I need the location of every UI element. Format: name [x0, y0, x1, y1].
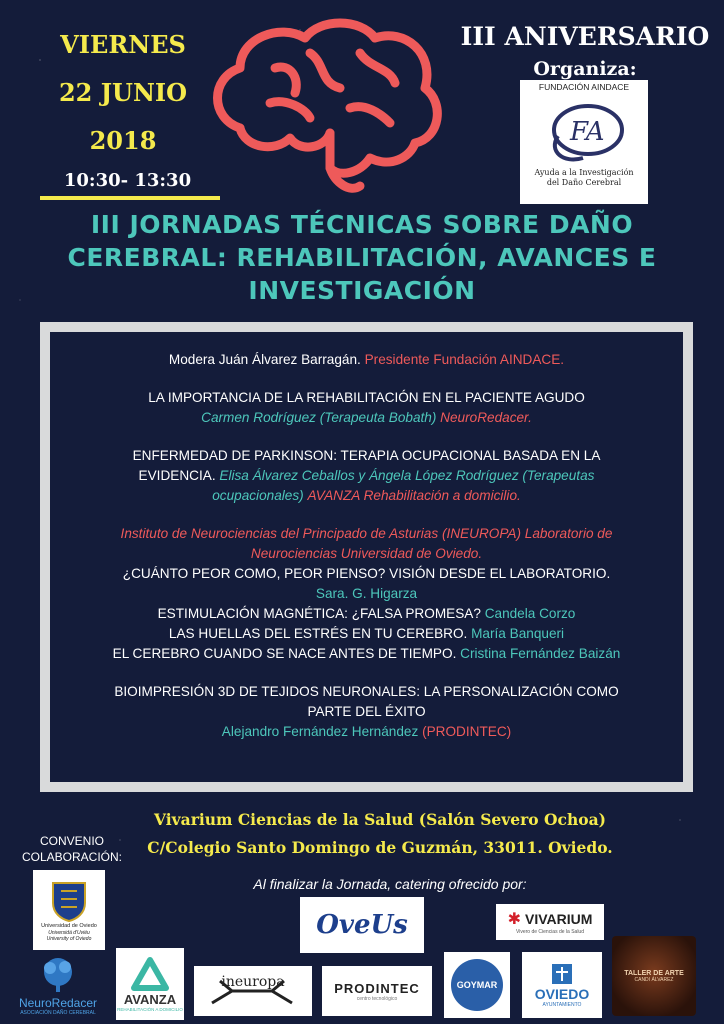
- uniovi-text-2: Universidá d'Uviéu: [48, 929, 90, 936]
- talk-7-speaker: Alejandro Fernández Hernández: [221, 724, 419, 739]
- time-underline: [40, 196, 220, 200]
- uniovi-text-3: University of Oviedo: [46, 935, 92, 942]
- talk-1-title: LA IMPORTANCIA DE LA REHABILITACIÓN EN EL PACIENTE AGUDO: [148, 390, 585, 405]
- talk-1-org: NeuroRedacer.: [440, 410, 532, 425]
- moderator-role: Presidente Fundación AINDACE.: [364, 352, 565, 367]
- ineuropa-logo: [194, 966, 312, 1016]
- university-crest-icon: [49, 879, 89, 923]
- talk-2-title-2: EVIDENCIA.: [138, 468, 216, 483]
- venue-line-1: Vivarium Ciencias de la Salud (Salón Severo Ochoa): [154, 810, 606, 829]
- talk-5-title: LAS HUELLAS DEL ESTRÉS EN TU CEREBRO.: [168, 626, 468, 641]
- ineuropa-line-1: Instituto de Neurociencias del Principado de Asturias (INEUROPA) Laboratorio de: [120, 526, 613, 541]
- brain-icon: [200, 8, 450, 198]
- overus-logo: [300, 897, 424, 953]
- taller-logo: [612, 936, 696, 1016]
- talk-4-title: ESTIMULACIÓN MAGNÉTICA: ¿FALSA PROMESA?: [157, 606, 481, 621]
- convenio-line-2: COLABORACIÓN:: [21, 850, 123, 864]
- oviedo-emblem-icon: [550, 962, 574, 986]
- avanza-logo: [116, 948, 184, 1020]
- fa-monogram-icon: [538, 96, 630, 168]
- event-date: 22 JUNIO: [58, 78, 188, 107]
- talk-3-speaker: Sara. G. Higarza: [315, 586, 418, 601]
- moderator-name: Modera Juán Álvarez Barragán.: [168, 352, 361, 367]
- aindace-caption-1: Ayuda a la Investigación: [534, 168, 634, 177]
- talk-2-line-2: [56, 466, 677, 486]
- event-year: 2018: [89, 126, 157, 155]
- avanza-triangle-icon: [130, 956, 170, 992]
- venue-line-2: C/Colegio Santo Domingo de Guzmán, 33011. Oviedo.: [147, 838, 613, 857]
- main-title-line-3: INVESTIGACIÓN: [248, 276, 476, 305]
- talk-2-line-3: [56, 486, 677, 506]
- talk-6-line: [56, 644, 677, 664]
- talk-2-title-1: ENFERMEDAD DE PARKINSON: TERAPIA OCUPACIONAL BASADA EN LA: [132, 448, 601, 463]
- vivarium-name: VIVARIUM: [524, 911, 593, 927]
- talk-2-speaker-a: Elisa Álvarez Ceballos y Ángela López Rodríguez (Terapeutas: [219, 468, 595, 483]
- moderator-line: [56, 350, 677, 370]
- tree-head-icon: [38, 956, 78, 992]
- talk-7-title-1: BIOIMPRESIÓN 3D DE TEJIDOS NEURONALES: LA PERSONALIZACIÓN COMO: [114, 684, 619, 699]
- prodintec-logo: [322, 966, 432, 1016]
- oviedo-tagline: AYUNTAMIENTO: [542, 1002, 582, 1008]
- talk-4-speaker: Candela Corzo: [484, 606, 576, 621]
- vivarium-logo: [496, 904, 604, 940]
- main-title: [10, 208, 714, 307]
- prodintec-tagline: centro tecnológico: [356, 995, 398, 1002]
- talk-6-speaker: Cristina Fernández Baizán: [460, 646, 621, 661]
- talk-7-title-2: PARTE DEL ÉXITO: [307, 704, 426, 719]
- uniovi-logo: [33, 870, 105, 950]
- neuroredacer-logo: [8, 956, 108, 1020]
- event-time: 10:30- 13:30: [63, 170, 192, 191]
- talk-6-title: EL CEREBRO CUANDO SE NACE ANTES DE TIEMPO.: [112, 646, 457, 661]
- talk-2-org: AVANZA Rehabilitación a domicilio.: [307, 488, 521, 503]
- avanza-tagline: REHABILITACIÓN A DOMICILIO: [117, 1007, 183, 1012]
- vivarium-tagline: Vivero de Ciencias de la Salud: [515, 929, 584, 935]
- main-title-line-2: CEREBRAL: REHABILITACIÓN, AVANCES E: [67, 243, 657, 272]
- talk-5-line: [56, 624, 677, 644]
- talk-1-speaker-line: [56, 408, 677, 428]
- talk-2-speaker-b: ocupacionales): [212, 488, 304, 503]
- vivarium-star-icon: ✱: [507, 911, 521, 928]
- talk-1-speaker: Carmen Rodríguez (Terapeuta Bobath): [201, 410, 437, 425]
- main-title-line-1: III JORNADAS TÉCNICAS SOBRE DAÑO: [90, 210, 634, 239]
- svg-text:FA: FA: [570, 117, 605, 147]
- taller-line-1: TALLER DE ARTE: [624, 969, 684, 977]
- talk-5-speaker: María Banqueri: [471, 626, 565, 641]
- event-day: VIERNES: [60, 30, 186, 59]
- talk-7-speaker-line: [56, 722, 677, 742]
- neuroredacer-tagline: ASOCIACIÓN DAÑO CEREBRAL: [20, 1010, 96, 1016]
- catering-text: Al finalizar la Jornada, catering ofrecido por:: [253, 876, 527, 892]
- organizer-label: Organiza:: [533, 58, 637, 80]
- goymar-name: GOYMAR: [451, 959, 503, 1011]
- neuroredacer-name: NeuroRedacer: [18, 996, 98, 1010]
- ineuropa-name: ineuropa: [221, 974, 285, 990]
- aindace-logo-title: FUNDACIÓN AINDACE: [538, 82, 630, 92]
- taller-line-2: CANDI ÁLVAREZ: [634, 976, 674, 983]
- venue: [120, 806, 640, 862]
- event-date-block: [28, 30, 218, 156]
- ineuropa-line-2: Neurociencias Universidad de Oviedo.: [250, 546, 483, 561]
- aindace-caption-2: del Daño Cerebral: [546, 178, 622, 187]
- aindace-logo: [520, 80, 648, 204]
- convenio-label: [8, 833, 136, 865]
- prodintec-name: PRODINTEC: [334, 980, 420, 996]
- anniversary-title: III ANIVERSARIO: [460, 22, 710, 51]
- overus-name: OveUs: [316, 910, 408, 940]
- program-box: [40, 322, 693, 792]
- uniovi-text-1: Universidad de Oviedo: [41, 922, 97, 929]
- talk-4-line: [56, 604, 677, 624]
- oviedo-name: OVIEDO: [534, 986, 590, 1002]
- oviedo-logo: [522, 952, 602, 1018]
- talk-7-org: (PRODINTEC): [422, 724, 512, 739]
- avanza-name: AVANZA: [123, 992, 177, 1007]
- convenio-line-1: CONVENIO: [39, 834, 104, 848]
- talk-3-title: ¿CUÁNTO PEOR COMO, PEOR PIENSO? VISIÓN DESDE EL LABORATORIO.: [122, 566, 611, 581]
- goymar-logo: [444, 952, 510, 1018]
